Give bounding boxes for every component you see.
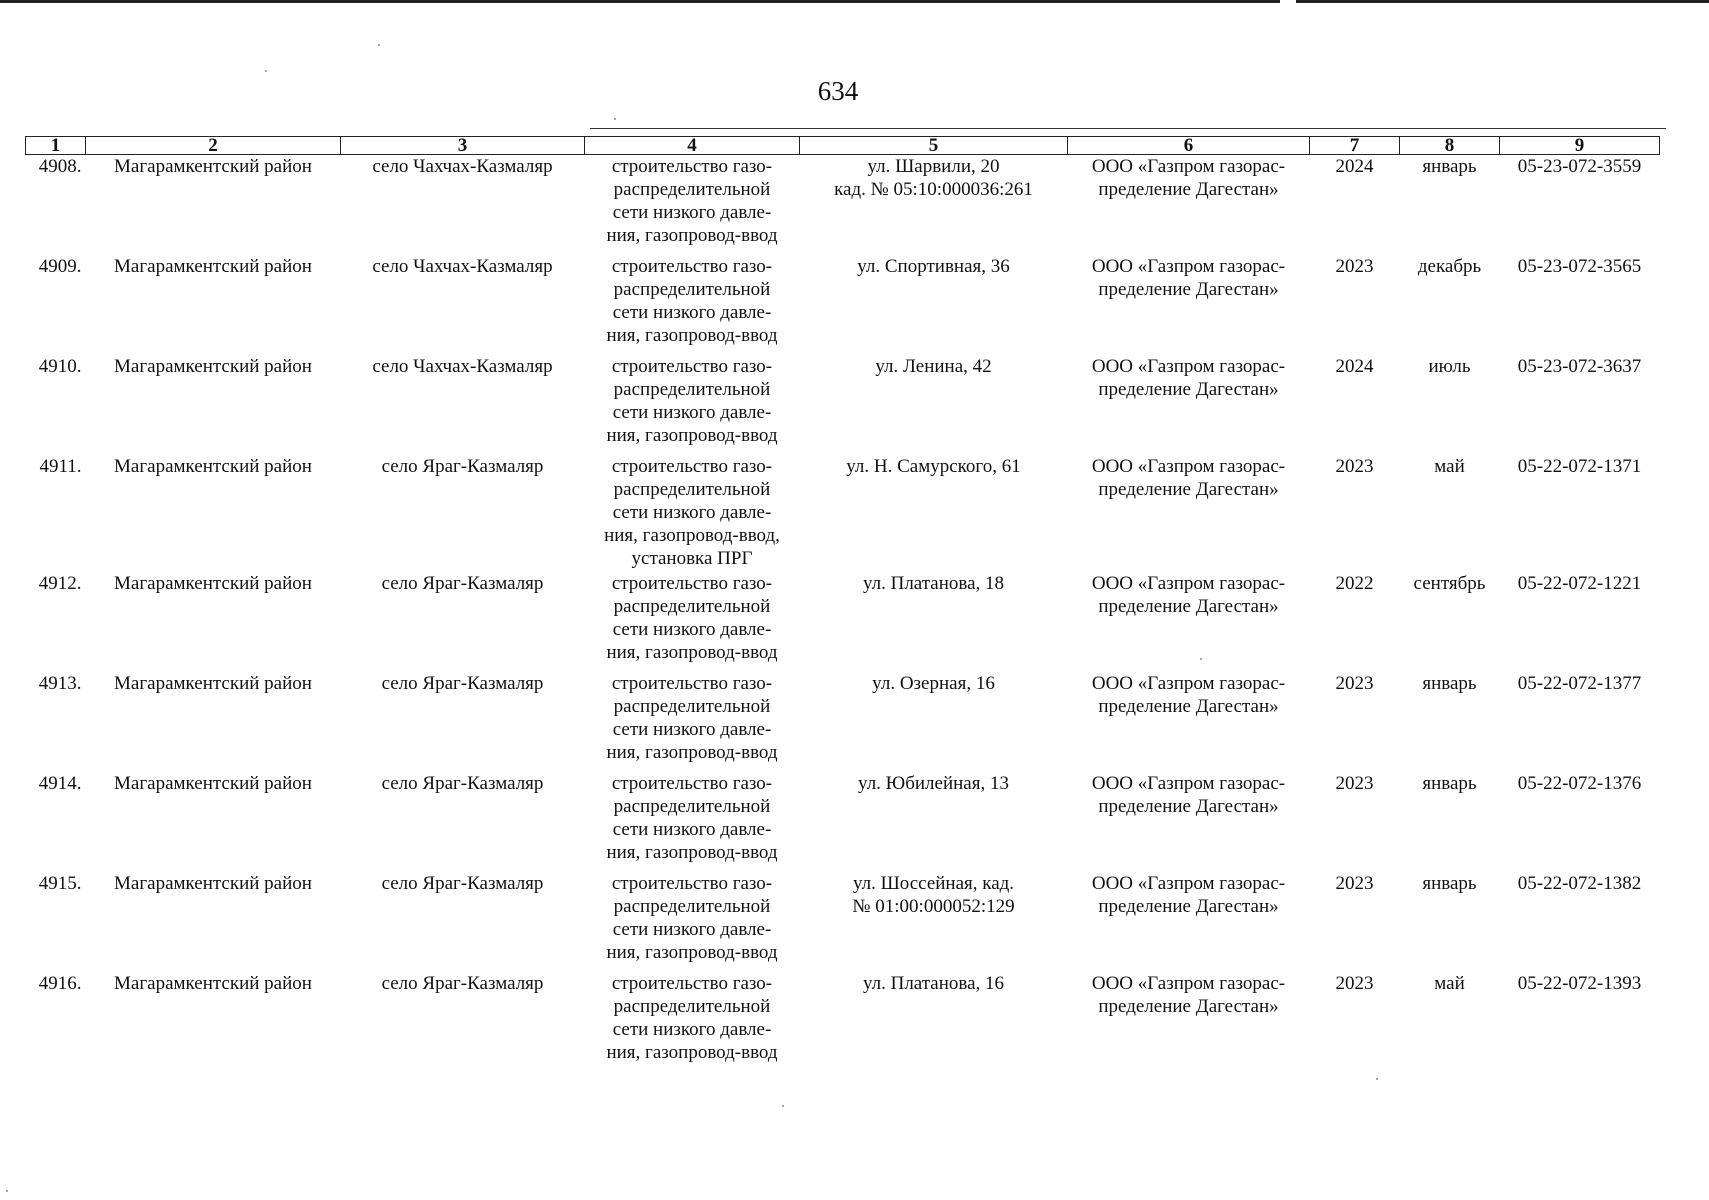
scan-speck — [6, 1190, 8, 1192]
table-row — [26, 355, 1660, 455]
work-cell-line: сети низкого давле- — [612, 1018, 772, 1040]
address-cell — [800, 255, 1068, 355]
scan-edge-left — [0, 0, 1280, 3]
work-cell-line: сети низкого давле- — [612, 202, 772, 223]
table-row — [26, 255, 1660, 355]
year-cell: 2024 — [1335, 156, 1374, 177]
district-cell: Магарамкентский район — [114, 672, 312, 694]
organization-cell — [1068, 672, 1310, 772]
code-cell: 05-23-072-3637 — [1517, 355, 1642, 377]
column-header: 8 — [1400, 137, 1500, 155]
year-cell: 2024 — [1335, 355, 1374, 377]
month-cell: январь — [1422, 156, 1477, 177]
table-row — [26, 872, 1660, 972]
table-row — [26, 772, 1660, 872]
organization-cell-line: пределение Дагестан» — [1098, 179, 1279, 200]
district-cell: Магарамкентский район — [114, 572, 312, 594]
work-cell-line: ния, газопровод-ввод — [606, 641, 778, 663]
column-header: 4 — [585, 137, 800, 155]
scan-speck — [265, 70, 267, 72]
organization-cell-line: ООО «Газпром газорас- — [1091, 672, 1286, 694]
code-cell: 05-22-072-1221 — [1517, 572, 1642, 594]
scan-speck — [1200, 658, 1202, 660]
work-cell-line: сети низкого давле- — [612, 618, 772, 640]
organization-cell-line: ООО «Газпром газорас- — [1091, 255, 1286, 277]
work-cell-line: строительство газо- — [611, 255, 773, 277]
work-cell-line: строительство газо- — [611, 972, 773, 994]
address-cell — [800, 872, 1068, 972]
district-cell: Магарамкентский район — [114, 772, 312, 794]
row-number: 4914. — [38, 772, 82, 794]
column-header: 6 — [1068, 137, 1310, 155]
row-number: 4911. — [39, 455, 82, 477]
work-cell-line: строительство газо- — [611, 455, 773, 477]
month-cell: декабрь — [1417, 255, 1482, 277]
address-cell-line: ул. Шоссейная, кад. — [852, 872, 1015, 894]
gasification-table — [25, 136, 1660, 1072]
work-cell-line: ния, газопровод-ввод — [606, 1041, 778, 1063]
column-header: 1 — [26, 137, 86, 155]
work-cell-line: распределительной — [613, 378, 771, 400]
organization-cell — [1068, 872, 1310, 972]
year-cell: 2023 — [1335, 872, 1374, 894]
work-cell — [585, 255, 800, 355]
work-cell-line: ния, газопровод-ввод — [606, 741, 778, 763]
work-cell-line: строительство газо- — [611, 355, 773, 377]
table-row — [26, 572, 1660, 672]
work-cell-line: распределительной — [613, 278, 771, 300]
scan-speck — [1376, 1078, 1378, 1080]
address-cell — [800, 972, 1068, 1072]
organization-cell — [1068, 455, 1310, 572]
work-cell-line: распределительной — [613, 695, 771, 717]
organization-cell-line: ООО «Газпром газорас- — [1091, 455, 1286, 477]
code-cell: 05-22-072-1376 — [1517, 772, 1642, 794]
year-cell: 2023 — [1335, 972, 1374, 994]
work-cell-line: распределительной — [613, 795, 771, 817]
work-cell-line: сети низкого давле- — [612, 818, 772, 840]
organization-cell — [1068, 972, 1310, 1072]
header-top-rule — [590, 128, 1666, 129]
scan-speck — [614, 118, 616, 120]
work-cell-line: строительство газо- — [611, 156, 773, 177]
locality-cell: село Яраг-Казмаляр — [381, 972, 544, 994]
row-number: 4909. — [38, 255, 82, 277]
work-cell-line: строительство газо- — [611, 872, 773, 894]
code-cell: 05-22-072-1377 — [1517, 672, 1642, 694]
column-header: 3 — [341, 137, 585, 155]
work-cell — [585, 772, 800, 872]
code-cell: 05-23-072-3565 — [1517, 255, 1642, 277]
address-cell — [800, 155, 1068, 255]
organization-cell-line: пределение Дагестан» — [1098, 995, 1279, 1017]
organization-cell-line: ООО «Газпром газорас- — [1091, 972, 1286, 994]
row-number: 4915. — [38, 872, 82, 894]
work-cell-line: сети низкого давле- — [612, 718, 772, 740]
year-cell: 2023 — [1335, 772, 1374, 794]
row-number: 4908. — [38, 156, 82, 177]
work-cell-line: строительство газо- — [611, 772, 773, 794]
row-number: 4910. — [38, 355, 82, 377]
organization-cell — [1068, 355, 1310, 455]
scan-edge-right — [1296, 0, 1709, 3]
locality-cell: село Яраг-Казмаляр — [381, 772, 544, 794]
work-cell-line: ния, газопровод-ввод — [606, 324, 778, 346]
work-cell-line: сети низкого давле- — [612, 501, 772, 523]
address-cell-line: ул. Шарвили, 20 — [867, 156, 1000, 177]
work-cell-line: строительство газо- — [611, 672, 773, 694]
code-cell: 05-23-072-3559 — [1517, 156, 1642, 177]
column-header: 7 — [1310, 137, 1400, 155]
row-number: 4916. — [38, 972, 82, 994]
district-cell: Магарамкентский район — [114, 156, 312, 177]
year-cell: 2023 — [1335, 255, 1374, 277]
locality-cell: село Яраг-Казмаляр — [381, 672, 544, 694]
year-cell: 2022 — [1335, 572, 1374, 594]
work-cell-line: сети низкого давле- — [612, 301, 772, 323]
table-row — [26, 672, 1660, 772]
column-header: 2 — [86, 137, 341, 155]
address-cell-line: ул. Платанова, 18 — [862, 572, 1005, 594]
work-cell-line: распределительной — [613, 595, 771, 617]
work-cell-line: распределительной — [613, 995, 771, 1017]
work-cell — [585, 672, 800, 772]
table-body — [26, 155, 1660, 1072]
work-cell-line: распределительной — [613, 179, 771, 200]
locality-cell: село Яраг-Казмаляр — [381, 572, 544, 594]
organization-cell-line: пределение Дагестан» — [1098, 795, 1279, 817]
district-cell: Магарамкентский район — [114, 455, 312, 477]
organization-cell-line: пределение Дагестан» — [1098, 895, 1279, 917]
address-cell — [800, 355, 1068, 455]
organization-cell-line: пределение Дагестан» — [1098, 478, 1279, 500]
work-cell-line: ния, газопровод-ввод — [606, 941, 778, 963]
scan-speck — [378, 44, 380, 46]
organization-cell-line: ООО «Газпром газорас- — [1091, 156, 1286, 177]
locality-cell: село Яраг-Казмаляр — [381, 872, 544, 894]
organization-cell — [1068, 255, 1310, 355]
address-cell-line: кад. № 05:10:000036:261 — [834, 179, 1033, 200]
work-cell — [585, 972, 800, 1072]
month-cell: январь — [1422, 672, 1477, 694]
month-cell: май — [1434, 972, 1465, 994]
table-row — [26, 155, 1660, 255]
code-cell: 05-22-072-1371 — [1517, 455, 1642, 477]
work-cell-line: строительство газо- — [611, 572, 773, 594]
page-number: 634 — [817, 76, 859, 106]
work-cell — [585, 155, 800, 255]
work-cell — [585, 455, 800, 572]
work-cell-line: ния, газопровод-ввод — [606, 841, 778, 863]
work-cell-line: ния, газопровод-ввод — [606, 424, 778, 446]
month-cell: январь — [1422, 872, 1477, 894]
month-cell: июль — [1428, 355, 1471, 377]
table-row — [26, 972, 1660, 1072]
column-number-row — [26, 137, 1660, 155]
address-cell — [800, 455, 1068, 572]
district-cell: Магарамкентский район — [114, 255, 312, 277]
organization-cell-line: ООО «Газпром газорас- — [1091, 572, 1286, 594]
month-cell: январь — [1422, 772, 1477, 794]
organization-cell-line: пределение Дагестан» — [1098, 378, 1279, 400]
work-cell-line: сети низкого давле- — [612, 918, 772, 940]
address-cell-line: ул. Платанова, 16 — [862, 972, 1005, 994]
work-cell — [585, 872, 800, 972]
address-cell — [800, 672, 1068, 772]
locality-cell: село Яраг-Казмаляр — [381, 455, 544, 477]
district-cell: Магарамкентский район — [114, 972, 312, 994]
organization-cell — [1068, 155, 1310, 255]
work-cell-line: распределительной — [613, 478, 771, 500]
locality-cell: село Чахчах-Казмаляр — [372, 255, 553, 277]
column-header: 9 — [1500, 137, 1660, 155]
work-cell-line: ния, газопровод-ввод — [606, 225, 778, 246]
column-header: 5 — [800, 137, 1068, 155]
month-cell: сентябрь — [1413, 572, 1486, 594]
work-cell-line: сети низкого давле- — [612, 401, 772, 423]
organization-cell-line: пределение Дагестан» — [1098, 278, 1279, 300]
work-cell-line: ния, газопровод-ввод, — [604, 524, 780, 546]
table-row — [26, 455, 1660, 572]
work-cell-line: установка ПРГ — [631, 547, 753, 569]
organization-cell-line: ООО «Газпром газорас- — [1091, 355, 1286, 377]
address-cell-line: ул. Спортивная, 36 — [857, 255, 1010, 277]
work-cell-line: распределительной — [613, 895, 771, 917]
month-cell: май — [1434, 455, 1465, 477]
organization-cell-line: пределение Дагестан» — [1098, 695, 1279, 717]
organization-cell — [1068, 772, 1310, 872]
year-cell: 2023 — [1335, 672, 1374, 694]
code-cell: 05-22-072-1382 — [1517, 872, 1642, 894]
row-number: 4913. — [38, 672, 82, 694]
work-cell — [585, 572, 800, 672]
organization-cell-line: пределение Дагестан» — [1098, 595, 1279, 617]
address-cell-line: ул. Ленина, 42 — [875, 355, 992, 377]
work-cell — [585, 355, 800, 455]
address-cell-line: ул. Юбилейная, 13 — [858, 772, 1009, 794]
locality-cell: село Чахчах-Казмаляр — [372, 156, 553, 177]
district-cell: Магарамкентский район — [114, 872, 312, 894]
row-number: 4912. — [38, 572, 82, 594]
address-cell — [800, 772, 1068, 872]
address-cell-line: ул. Озерная, 16 — [872, 672, 995, 694]
code-cell: 05-22-072-1393 — [1517, 972, 1642, 994]
address-cell — [800, 572, 1068, 672]
organization-cell-line: ООО «Газпром газорас- — [1091, 772, 1286, 794]
locality-cell: село Чахчах-Казмаляр — [372, 355, 553, 377]
year-cell: 2023 — [1335, 455, 1374, 477]
address-cell-line: ул. Н. Самурского, 61 — [846, 455, 1021, 477]
district-cell: Магарамкентский район — [114, 355, 312, 377]
scan-speck — [782, 1105, 784, 1107]
organization-cell — [1068, 572, 1310, 672]
address-cell-line: № 01:00:000052:129 — [852, 895, 1015, 917]
organization-cell-line: ООО «Газпром газорас- — [1091, 872, 1286, 894]
